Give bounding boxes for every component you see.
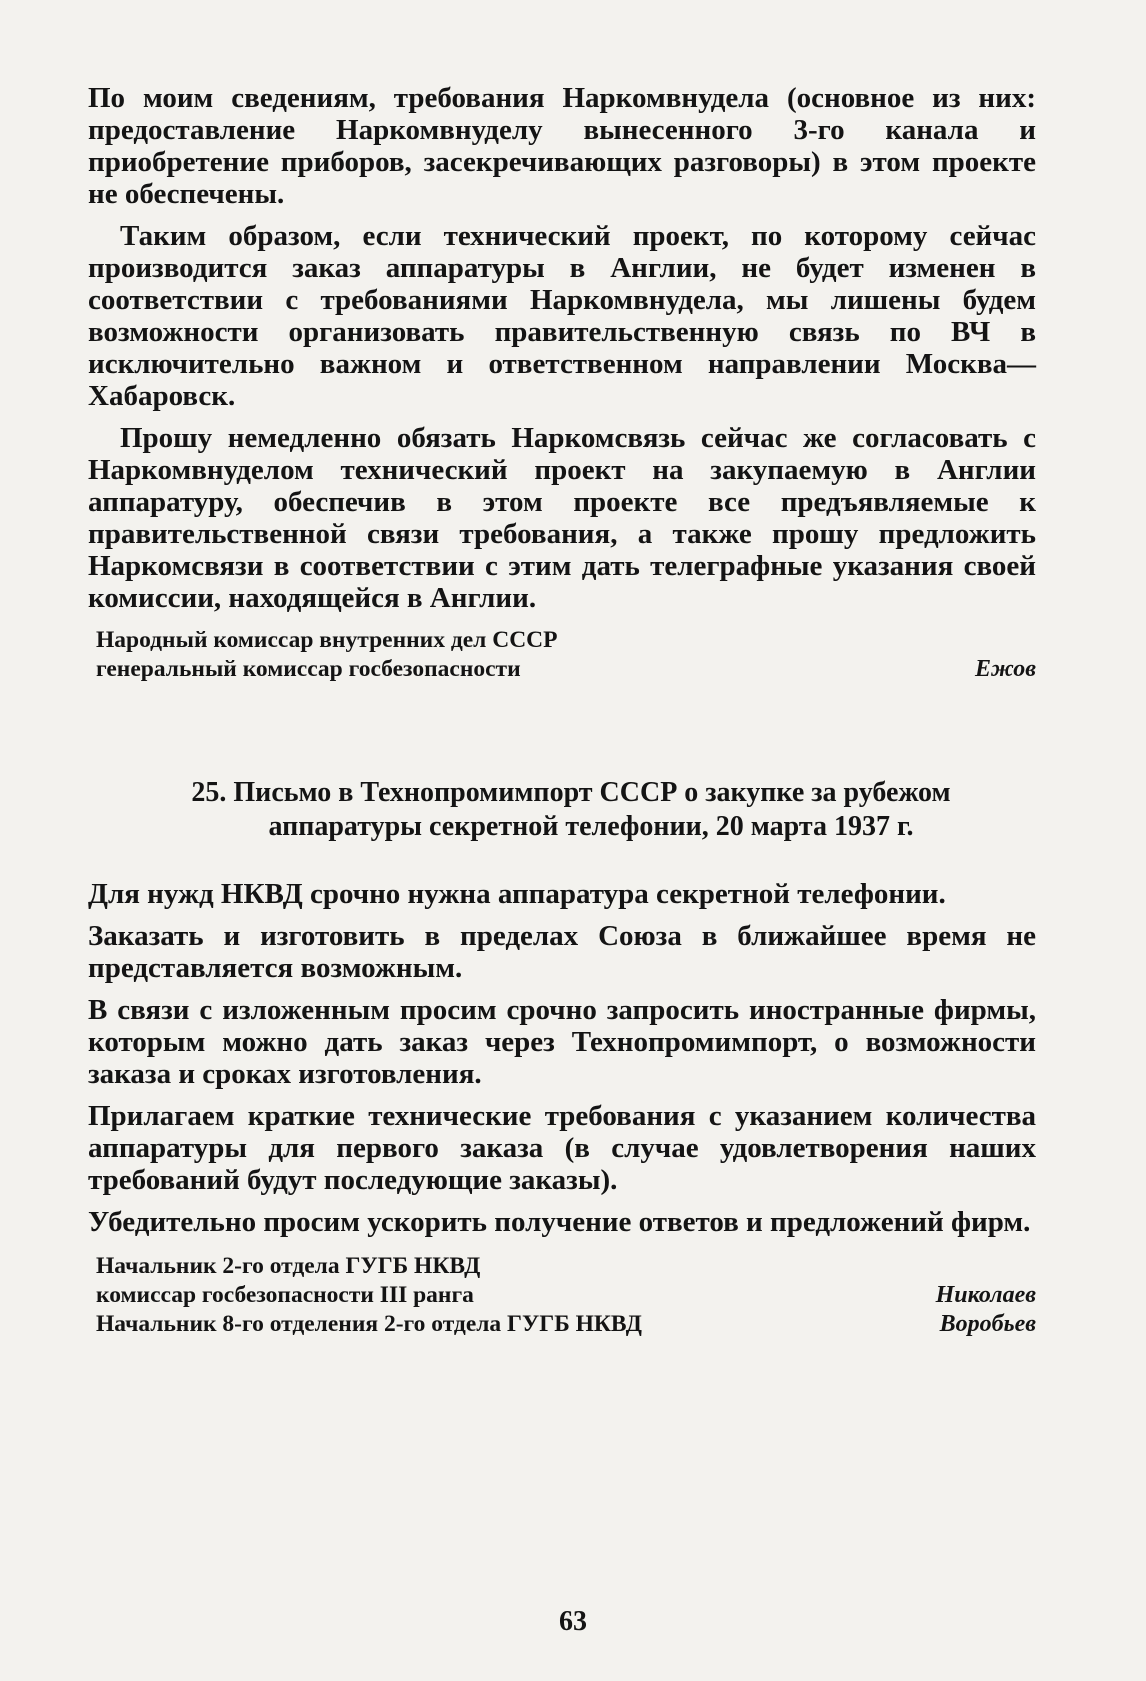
- signature-name: Николаев: [935, 1282, 1036, 1308]
- signature-row: [96, 1281, 1036, 1310]
- document-heading: [88, 776, 1036, 844]
- paragraph-urgency: Убедительно просим ускорить получение ответов и предложений фирм.: [88, 1206, 1031, 1238]
- paragraph-need: Для нужд НКВД срочно нужна аппаратура секретной телефонии.: [88, 878, 946, 910]
- signature-row: [96, 1310, 1036, 1339]
- signature-rank-line: комиссар госбезопасности III ранга: [96, 1282, 474, 1308]
- paragraph-request: Прошу немедленно обязать Наркомсвязь сейчас же согласовать с Наркомвнуделом технический проект на закупаемую в Англии аппаратуру, обеспечив в этом проекте все предъявляемые к правительственной связи требования, а также прошу предложить Наркомсвязи в соответствии с этим дать телеграфные указания своей комиссии, находящейся в Англии.: [88, 422, 1036, 614]
- page-number: 63: [559, 1606, 587, 1637]
- signature-rank-line: генеральный комиссар госбезопасности: [96, 656, 521, 682]
- heading-line-1: 25. Письмо в Технопромимпорт СССР о закупке за рубежом: [191, 777, 951, 808]
- page-content: [88, 82, 1036, 1339]
- signature-title-line: Начальник 2-го отдела ГУГБ НКВД: [96, 1253, 481, 1279]
- paragraph-inquiry: В связи с изложенным просим срочно запросить иностранные фирмы, которым можно дать заказ через Технопромимпорт, о возможности заказа и сроках изготовления.: [88, 994, 1036, 1090]
- paragraph-consequences: Таким образом, если технический проект, по которому сейчас производится заказ аппаратуры в Англии, не будет изменен в соответствии с требованиями Наркомвнудела, мы лишены будем возможности организовать правительственную связь по ВЧ в исключительно важном и ответственном направлении Москва—Хабаровск.: [88, 220, 1036, 412]
- signature-title-line: Народный комиссар внутренних дел СССР: [96, 627, 558, 653]
- signature-name: Ежов: [975, 656, 1036, 682]
- paragraph-attachment: Прилагаем краткие технические требования с указанием количества аппаратуры для первого заказа (в случае удовлетворения наших требований будут последующие заказы).: [88, 1100, 1036, 1196]
- signature-name: Воробьев: [939, 1311, 1036, 1337]
- paragraph-requirements: По моим сведениям, требования Наркомвнудела (основное из них: предоставление Наркомвнуделу вынесенного 3-го канала и приобретение приборов, засекречивающих разговоры) в этом проекте не обеспечены.: [88, 82, 1036, 210]
- signature-block-1: [96, 626, 1036, 684]
- signature-title-line: Начальник 8-го отделения 2-го отдела ГУГБ НКВД: [96, 1311, 642, 1337]
- heading-line-2: аппаратуры секретной телефонии, 20 марта 1937 г.: [268, 811, 914, 842]
- signature-row: [96, 655, 1036, 684]
- paragraph-domestic: Заказать и изготовить в пределах Союза в ближайшее время не представляется возможным.: [88, 920, 1036, 984]
- signature-block-2: [96, 1252, 1036, 1339]
